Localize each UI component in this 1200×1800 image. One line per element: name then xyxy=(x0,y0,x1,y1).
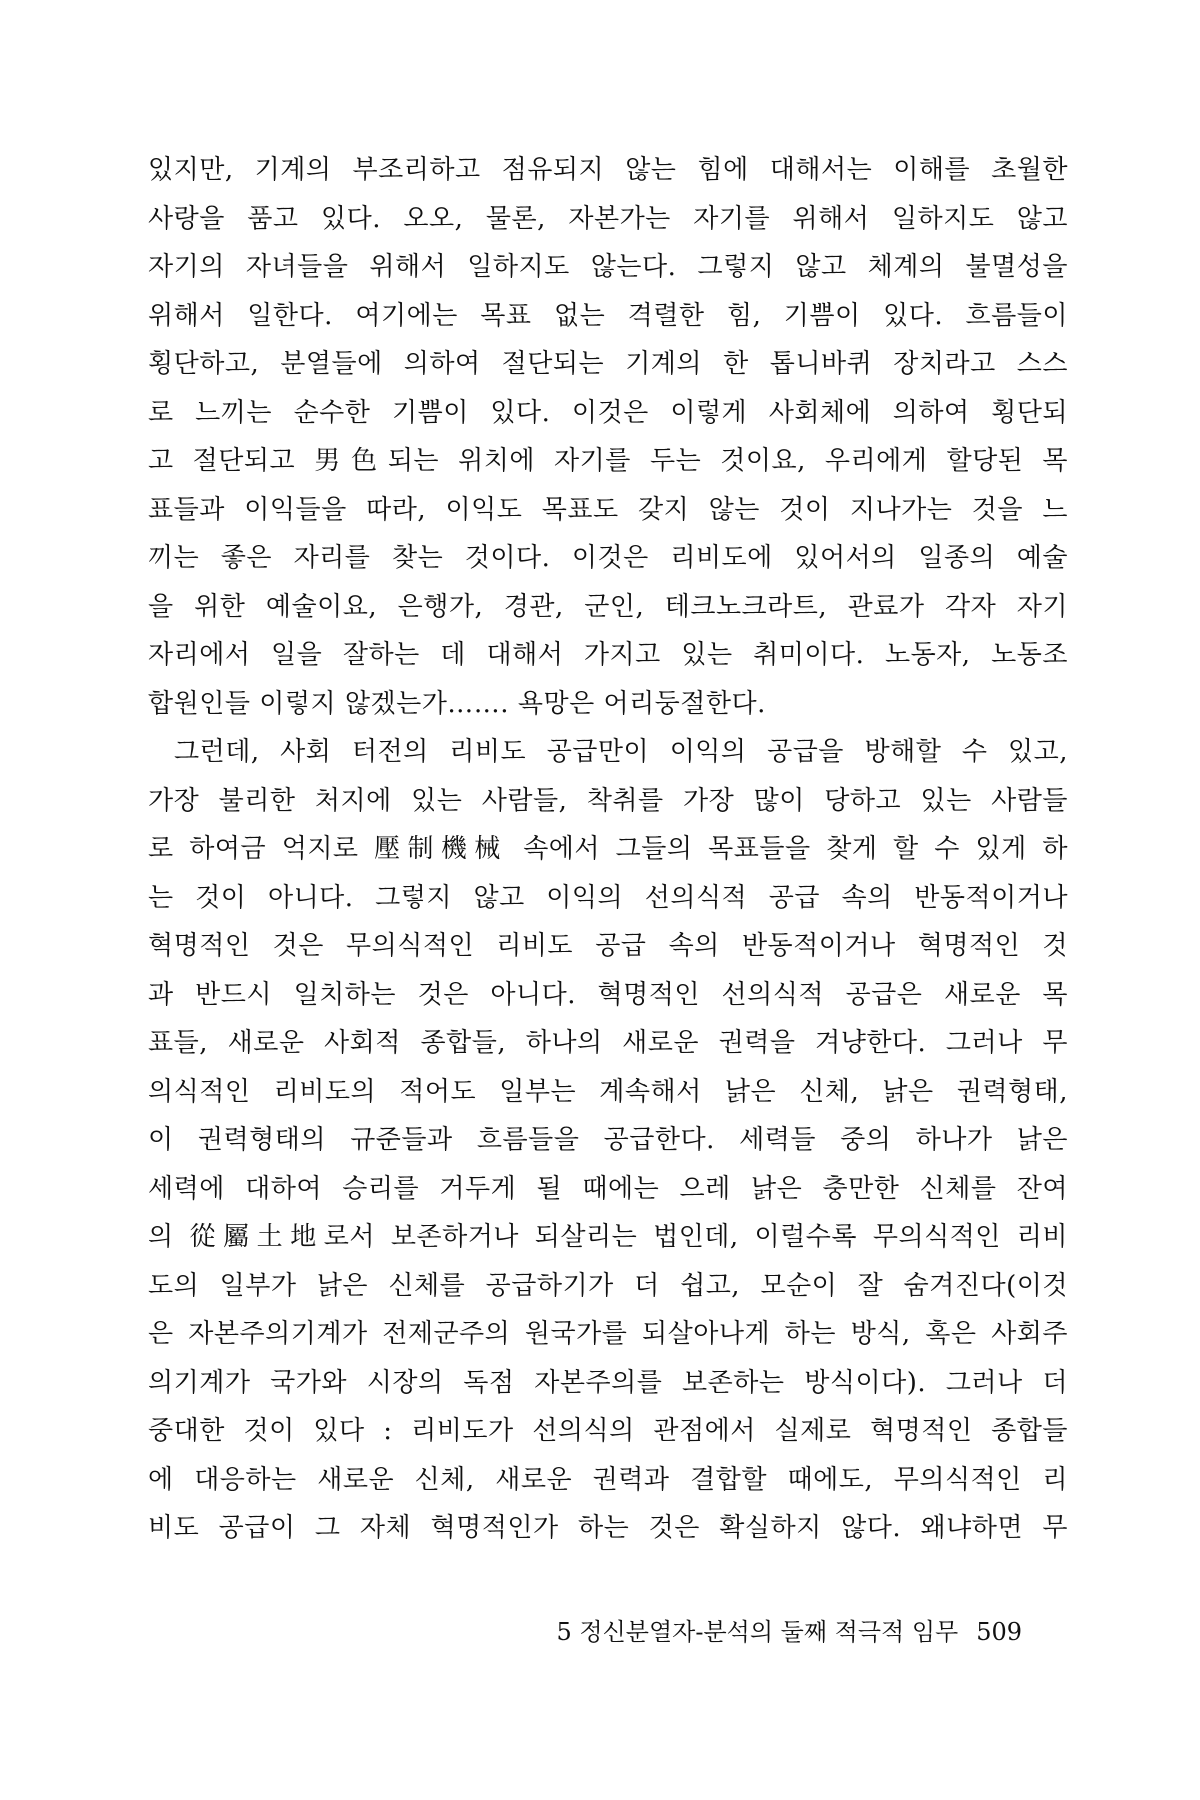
text-line: 표들, 새로운 사회적 종합들, 하나의 새로운 권력을 겨냥한다. 그러나 무 xyxy=(148,1028,1068,1058)
text-line: 로 느끼는 순수한 기쁨이 있다. 이것은 이렇게 사회체에 의하여 횡단되 xyxy=(148,397,1068,428)
running-title: 5 정신분열자-분석의 둘째 적극적 임무 xyxy=(556,1618,959,1646)
text-line: 혁명적인 것은 무의식적인 리비도 공급 속의 반동적이거나 혁명적인 것 xyxy=(148,931,1068,961)
text-line: 도의 일부가 낡은 신체를 공급하기가 더 쉽고, 모순이 잘 숨겨진다(이것 xyxy=(148,1270,1068,1301)
text-line: 있지만, 기계의 부조리하고 점유되지 않는 힘에 대해서는 이해를 초월한 xyxy=(148,155,1068,185)
body-text xyxy=(148,146,1068,1553)
text-line: 을 위한 예술이요, 은행가, 경관, 군인, 테크노크라트, 관료가 각자 자기 xyxy=(148,591,1068,622)
text-line: 세력에 대하여 승리를 거두게 될 때에는 으레 낡은 충만한 신체를 잔여 xyxy=(148,1173,1068,1204)
text-line: 사랑을 품고 있다. 오오, 물론, 자본가는 자기를 위해서 일하지도 않고 xyxy=(148,203,1068,234)
text-line: 그런데, 사회 터전의 리비도 공급만이 이익의 공급을 방해할 수 있고, xyxy=(174,737,1068,767)
text-line: 자리에서 일을 잘하는 데 대해서 가지고 있는 취미이다. 노동자, 노동조 xyxy=(148,640,1068,670)
text-line: 가장 불리한 처지에 있는 사람들, 착취를 가장 많이 당하고 있는 사람들 xyxy=(148,785,1068,816)
text-line: 표들과 이익들을 따라, 이익도 목표도 갖지 않는 것이 지나가는 것을 느 xyxy=(148,494,1068,525)
text-line: 의식적인 리비도의 적어도 일부는 계속해서 낡은 신체, 낡은 권력형태, xyxy=(148,1076,1068,1107)
text-line: 끼는 좋은 자리를 찾는 것이다. 이것은 리비도에 있어서의 일종의 예술 xyxy=(148,543,1068,573)
page-footer xyxy=(557,1612,1022,1647)
text-line: 의기계가 국가와 시장의 독점 자본주의를 보존하는 방식이다). 그러나 더 xyxy=(148,1367,1068,1398)
text-line: 과 반드시 일치하는 것은 아니다. 혁명적인 선의식적 공급은 새로운 목 xyxy=(148,979,1068,1010)
text-line: 횡단하고, 분열들에 의하여 절단되는 기계의 한 톱니바퀴 장치라고 스스 xyxy=(148,349,1068,379)
paragraph xyxy=(148,728,1068,1553)
text-line: 위해서 일한다. 여기에는 목표 없는 격렬한 힘, 기쁨이 있다. 흐름들이 xyxy=(148,300,1068,331)
text-line: 고 절단되고 男色되는 위치에 자기를 두는 것이요, 우리에게 할당된 목 xyxy=(148,446,1068,476)
text-line: 합원인들 이렇지 않겠는가……. 욕망은 어리둥절한다. xyxy=(148,688,766,719)
text-line: 는 것이 아니다. 그렇지 않고 이익의 선의식적 공급 속의 반동적이거나 xyxy=(148,882,1068,913)
paragraph xyxy=(148,146,1068,728)
text-line: 에 대응하는 새로운 신체, 새로운 권력과 결합할 때에도, 무의식적인 리 xyxy=(148,1464,1068,1495)
text-line: 로 하여금 억지로 壓制機械 속에서 그들의 목표들을 찾게 할 수 있게 하 xyxy=(148,834,1068,864)
text-line: 이 권력형태의 규준들과 흐름들을 공급한다. 세력들 중의 하나가 낡은 xyxy=(148,1125,1068,1155)
text-line: 자기의 자녀들을 위해서 일하지도 않는다. 그렇지 않고 체계의 불멸성을 xyxy=(148,252,1068,282)
text-line: 비도 공급이 그 자체 혁명적인가 하는 것은 확실하지 않다. 왜냐하면 무 xyxy=(148,1513,1068,1543)
text-line: 의 從屬土地로서 보존하거나 되살리는 법인데, 이럴수록 무의식적인 리비 xyxy=(148,1222,1068,1252)
text-line: 중대한 것이 있다 : 리비도가 선의식의 관점에서 실제로 혁명적인 종합들 xyxy=(148,1416,1068,1446)
text-line: 은 자본주의기계가 전제군주의 원국가를 되살아나게 하는 방식, 혹은 사회주 xyxy=(148,1319,1068,1349)
page-number: 509 xyxy=(976,1618,1022,1646)
